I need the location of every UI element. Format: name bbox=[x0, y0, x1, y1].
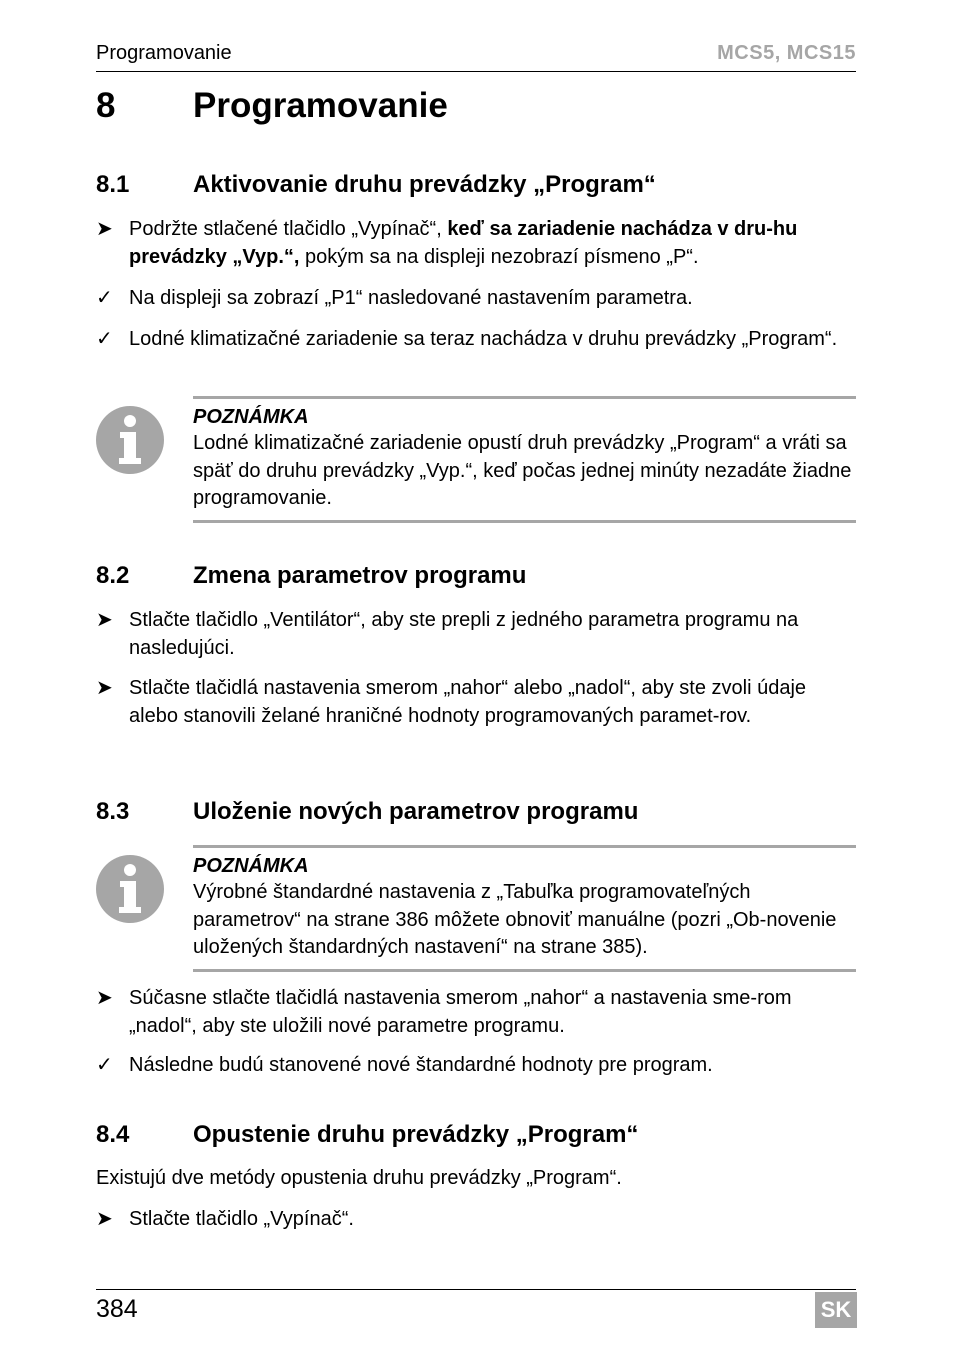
section-title: Zmena parametrov programu bbox=[193, 562, 527, 589]
running-header-model: MCS5, MCS15 bbox=[717, 42, 856, 64]
chapter-title bbox=[96, 86, 448, 126]
note-box bbox=[193, 845, 856, 972]
section-number: 8.3 bbox=[96, 798, 130, 825]
check-icon: ✓ bbox=[96, 1054, 113, 1076]
header-rule bbox=[96, 71, 856, 72]
section-number: 8.2 bbox=[96, 562, 130, 589]
section-title: Aktivovanie druhu prevádzky „Program“ bbox=[193, 171, 656, 198]
step-text: Stlačte tlačidlo „Ventilátor“, aby ste prepli z jedného parametra programu na nasledujúci. bbox=[129, 609, 799, 659]
section-heading-8-3 bbox=[96, 798, 638, 826]
intro-paragraph: Existujú dve metódy opustenia druhu prevádzky „Program“. bbox=[96, 1167, 622, 1189]
result-text: Lodné klimatizačné zariadenie sa teraz nachádza v druhu prevádzky „Program“. bbox=[129, 328, 838, 350]
step-text-bold: keď sa zariadenie nachádza v dru-hu prevádzky „Vyp.“, bbox=[129, 218, 798, 268]
result-item bbox=[96, 326, 858, 354]
section-number: 8.1 bbox=[96, 171, 130, 198]
step-arrow-icon: ➤ bbox=[96, 677, 113, 699]
step-text-part: Podržte stlačené tlačidlo „Vypínač“, bbox=[129, 218, 448, 240]
section-heading-8-1 bbox=[96, 171, 656, 199]
info-icon bbox=[96, 855, 164, 923]
note-title: POZNÁMKA bbox=[193, 855, 309, 877]
step-text-part: pokým sa na displeji nezobrazí písmeno „P“. bbox=[299, 245, 699, 268]
info-icon bbox=[96, 406, 164, 474]
result-item bbox=[96, 285, 858, 313]
step-item bbox=[96, 675, 858, 730]
section-number: 8.4 bbox=[96, 1121, 130, 1148]
check-icon: ✓ bbox=[96, 287, 113, 309]
section-title: Opustenie druhu prevádzky „Program“ bbox=[193, 1121, 639, 1148]
footer-rule bbox=[96, 1289, 856, 1290]
note-text: Výrobné štandardné nastavenia z „Tabuľka programovateľných parametrov“ na strane 386 môžete obnoviť manuálne (pozri „Ob-novenie uložených štandardných nastavení“ na strane 385). bbox=[193, 881, 837, 958]
step-item bbox=[96, 216, 858, 271]
language-badge: SK bbox=[815, 1292, 857, 1328]
step-arrow-icon: ➤ bbox=[96, 609, 113, 631]
step-item bbox=[96, 985, 858, 1040]
step-arrow-icon: ➤ bbox=[96, 218, 113, 240]
section-heading-8-2 bbox=[96, 562, 526, 590]
step-item bbox=[96, 1206, 858, 1234]
note-title: POZNÁMKA bbox=[193, 406, 309, 428]
step-arrow-icon: ➤ bbox=[96, 1208, 113, 1230]
running-header-section: Programovanie bbox=[96, 42, 232, 64]
step-text bbox=[129, 216, 858, 271]
page-number: 384 bbox=[96, 1295, 138, 1323]
check-icon: ✓ bbox=[96, 328, 113, 350]
step-text: Súčasne stlačte tlačidlá nastavenia smerom „nahor“ a nastavenia sme-rom „nadol“, aby ste uložili nové parametre programu. bbox=[129, 987, 792, 1037]
step-text: Stlačte tlačidlo „Vypínač“. bbox=[129, 1208, 354, 1230]
result-text: Na displeji sa zobrazí „P1“ nasledované nastavením parametra. bbox=[129, 287, 693, 309]
note-text: Lodné klimatizačné zariadenie opustí druh prevádzky „Program“ a vráti sa späť do druhu prevádzky „Vyp.“, keď počas jednej minúty nezadáte žiadne programovanie. bbox=[193, 432, 852, 509]
result-item bbox=[96, 1052, 858, 1080]
section-title: Uloženie nových parametrov programu bbox=[193, 798, 639, 825]
result-text: Následne budú stanovené nové štandardné hodnoty pre program. bbox=[129, 1054, 713, 1076]
step-item bbox=[96, 607, 858, 662]
step-text: Stlačte tlačidlá nastavenia smerom „nahor“ alebo „nadol“, aby ste zvoli údaje alebo stanovili želané hraničné hodnoty programovaných paramet-rov. bbox=[129, 677, 807, 727]
chapter-number: 8 bbox=[96, 86, 116, 125]
section-heading-8-4 bbox=[96, 1121, 638, 1149]
chapter-title-text: Programovanie bbox=[193, 86, 448, 125]
step-arrow-icon: ➤ bbox=[96, 987, 113, 1009]
note-box bbox=[193, 396, 856, 523]
